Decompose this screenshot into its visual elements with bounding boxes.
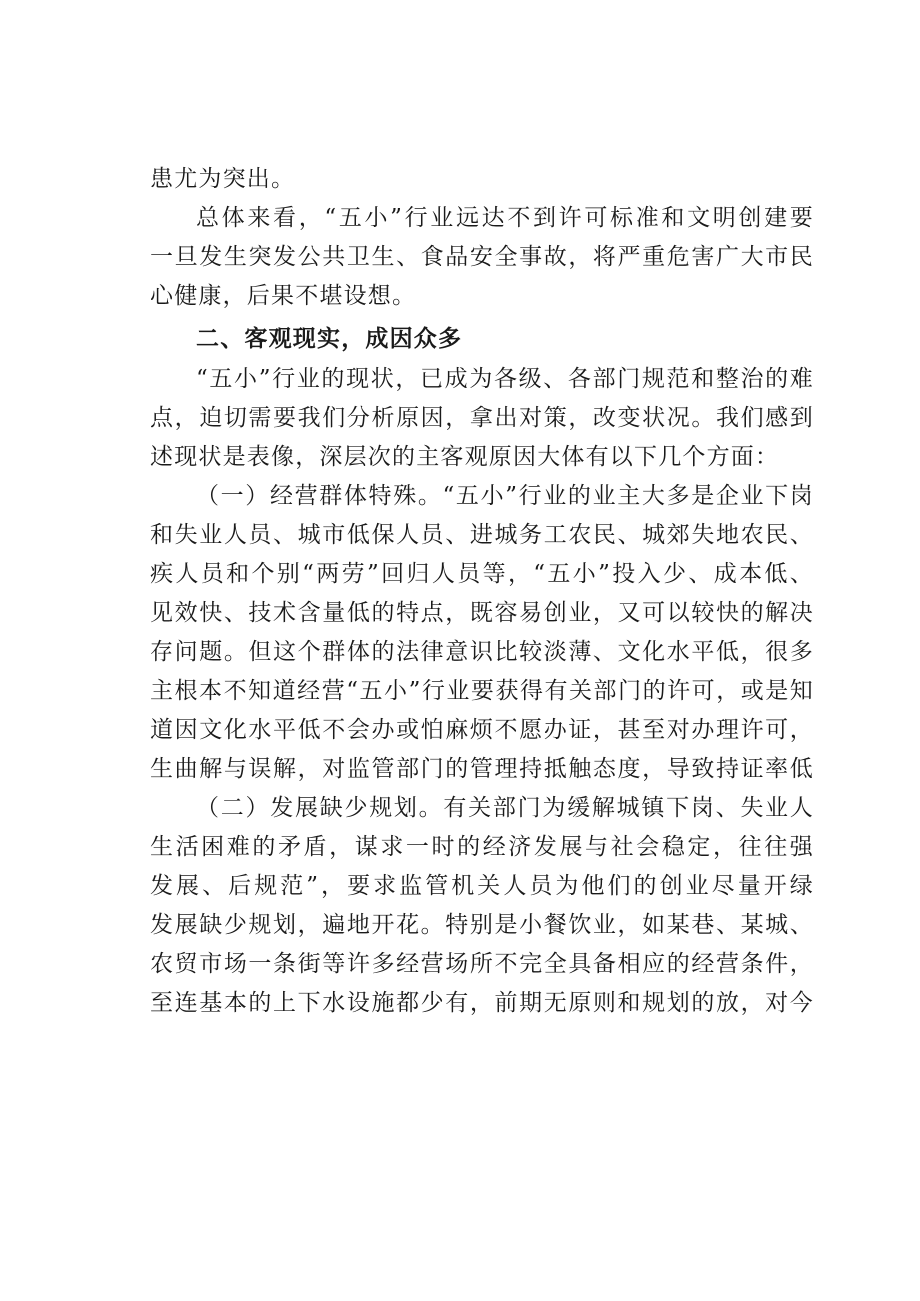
text-line-content: 总体来看，“五小”行业远达不到许可标准和文明创建要 <box>196 205 814 231</box>
text-line <box>150 828 814 867</box>
text-line <box>150 438 814 477</box>
text-line <box>150 360 814 399</box>
text-line <box>150 477 814 516</box>
text-line <box>150 238 814 277</box>
text-line-content: 生活困难的矛盾，谋求一时的经济发展与社会稳定，往往强 <box>150 834 814 860</box>
document-page <box>150 160 814 1023</box>
text-line-content: （二）发展缺少规划。有关部门为缓解城镇下岗、失业人 <box>196 795 814 821</box>
text-line <box>150 945 814 984</box>
text-line <box>150 906 814 945</box>
text-line-content: 述现状是表像，深层次的主客观原因大体有以下几个方面： <box>150 444 780 470</box>
text-line-content: （一）经营群体特殊。“五小”行业的业主大多是企业下岗 <box>196 483 814 509</box>
text-line <box>150 867 814 906</box>
section-heading: 二、客观现实，成因众多 <box>196 326 463 352</box>
text-line-content: 疾人员和个别“两劳”回归人员等，“五小”投入少、成本低、 <box>150 561 814 587</box>
text-line-content: 一旦发生突发公共卫生、食品安全事故，将严重危害广大市民 <box>150 244 814 270</box>
text-line <box>150 555 814 594</box>
text-line-content: 和失业人员、城市低保人员、进城务工农民、城郊失地农民、 <box>150 522 814 548</box>
text-line-content: 发展缺少规划，遍地开花。特别是小餐饮业，如某巷、某城、 <box>150 912 814 938</box>
text-line-content: 至连基本的上下水设施都少有，前期无原则和规划的放，对今 <box>150 990 814 1016</box>
text-line <box>150 711 814 750</box>
text-line <box>150 199 814 238</box>
text-line <box>150 516 814 555</box>
text-line <box>150 672 814 711</box>
text-line-content: 患尤为突出。 <box>150 166 296 192</box>
text-line-content: 主根本不知道经营“五小”行业要获得有关部门的许可，或是知 <box>150 678 814 704</box>
text-line-content: 发展、后规范”，要求监管机关人员为他们的创业尽量开绿 <box>150 873 814 899</box>
text-line-content: 农贸市场一条街等许多经营场所不完全具备相应的经营条件， <box>150 951 814 977</box>
text-line <box>150 399 814 438</box>
text-line <box>150 633 814 672</box>
text-line-content: “五小”行业的现状，已成为各级、各部门规范和整治的难 <box>196 366 814 392</box>
text-line <box>150 789 814 828</box>
text-line <box>150 750 814 789</box>
paragraph-block-2 <box>150 360 814 1023</box>
text-line <box>150 277 814 316</box>
text-line <box>150 984 814 1023</box>
text-line-content: 见效快、技术含量低的特点，既容易创业，又可以较快的解决 <box>150 600 814 626</box>
text-line-content: 存问题。但这个群体的法律意识比较淡薄、文化水平低，很多 <box>150 639 814 665</box>
text-line <box>150 160 814 199</box>
paragraph-block-1 <box>150 160 814 316</box>
text-line-content: 点，迫切需要我们分析原因，拿出对策，改变状况。我们感到 <box>150 405 814 431</box>
text-line-content: 道因文化水平低不会办或怕麻烦不愿办证，甚至对办理许可， <box>150 717 814 743</box>
text-line-content: 生曲解与误解，对监管部门的管理持抵触态度，导致持证率低 <box>150 756 814 782</box>
text-line-content: 心健康，后果不堪设想。 <box>150 283 417 309</box>
text-line <box>150 594 814 633</box>
